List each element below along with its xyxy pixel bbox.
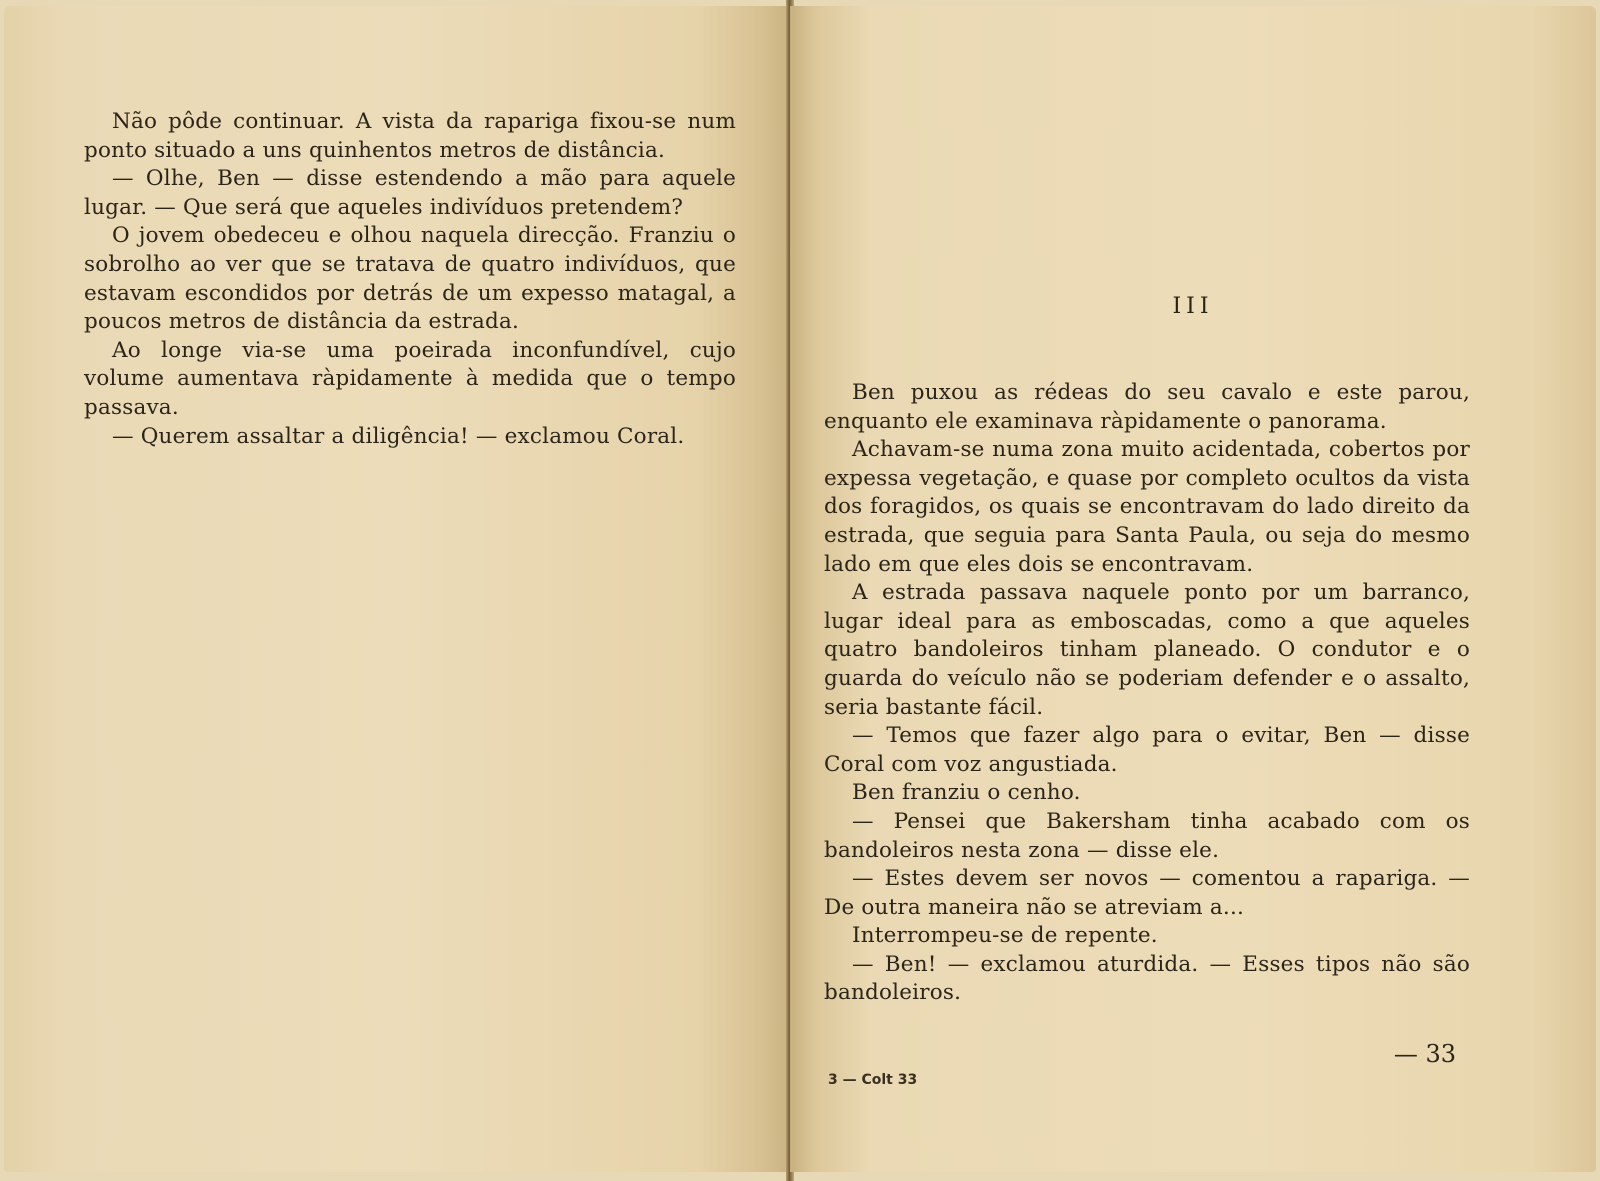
paragraph: — Ben! — exclamou aturdida. — Esses tipos não são bandoleiros. (824, 951, 1470, 1006)
paragraph: Ben puxou as rédeas do seu cavalo e este parou, enquanto ele examinava ràpidamente o panorama. (824, 380, 1470, 434)
paragraph: — Querem assaltar a diligência! — exclamou Coral. (112, 423, 685, 449)
left-page-text (84, 108, 736, 451)
paragraph: — Estes devem ser novos — comentou a rapariga. — De outra maneira não se atreviam a... (824, 866, 1470, 920)
paragraph: Ben franziu o cenho. (852, 780, 1081, 806)
paragraph: — Olhe, Ben — disse estendendo a mão para aquele lugar. — Que será que aqueles indivíduos pretendem? (84, 166, 736, 220)
page-number: — 33 (1393, 1040, 1456, 1068)
paragraph: Interrompeu-se de repente. (852, 923, 1158, 949)
paragraph: — Pensei que Bakersham tinha acabado com os bandoleiros nesta zona — disse ele. (824, 808, 1470, 863)
paragraph: Ao longe via-se uma poeirada inconfundível, cujo volume aumentava ràpidamente à medida que o tempo passava. (84, 337, 736, 420)
paragraph: Achavam-se numa zona muito acidentada, cobertos por expessa vegetação, e quase por completo ocultos da vista dos foragidos, os quais se encontravam do lado direito da estrada, que seguia para Santa Paula, ou seja do mesmo lado em que eles dois se encontravam. (824, 437, 1470, 577)
left-page (4, 6, 790, 1172)
paragraph: — Temos que fazer algo para o evitar, Ben — disse Coral com voz angustiada. (824, 723, 1470, 777)
chapter-heading: III (1172, 294, 1214, 319)
right-page-text (824, 379, 1470, 1008)
right-page (790, 6, 1596, 1172)
paragraph: O jovem obedeceu e olhou naquela direcção. Franziu o sobrolho ao ver que se tratava de quatro indivíduos, que estavam escondidos por detrás de um expesso matagal, a poucos metros de distância da estrada. (84, 223, 736, 335)
signature-mark: 3 — Colt 33 (828, 1072, 918, 1088)
paragraph: A estrada passava naquele ponto por um barranco, lugar ideal para as emboscadas, como a que aqueles quatro bandoleiros tinham planeado. O condutor e o guarda do veículo não se poderiam defender e o assalto, seria bastante fácil. (824, 580, 1470, 720)
paragraph: Não pôde continuar. A vista da rapariga fixou-se num ponto situado a uns quinhentos metros de distância. (84, 109, 736, 163)
